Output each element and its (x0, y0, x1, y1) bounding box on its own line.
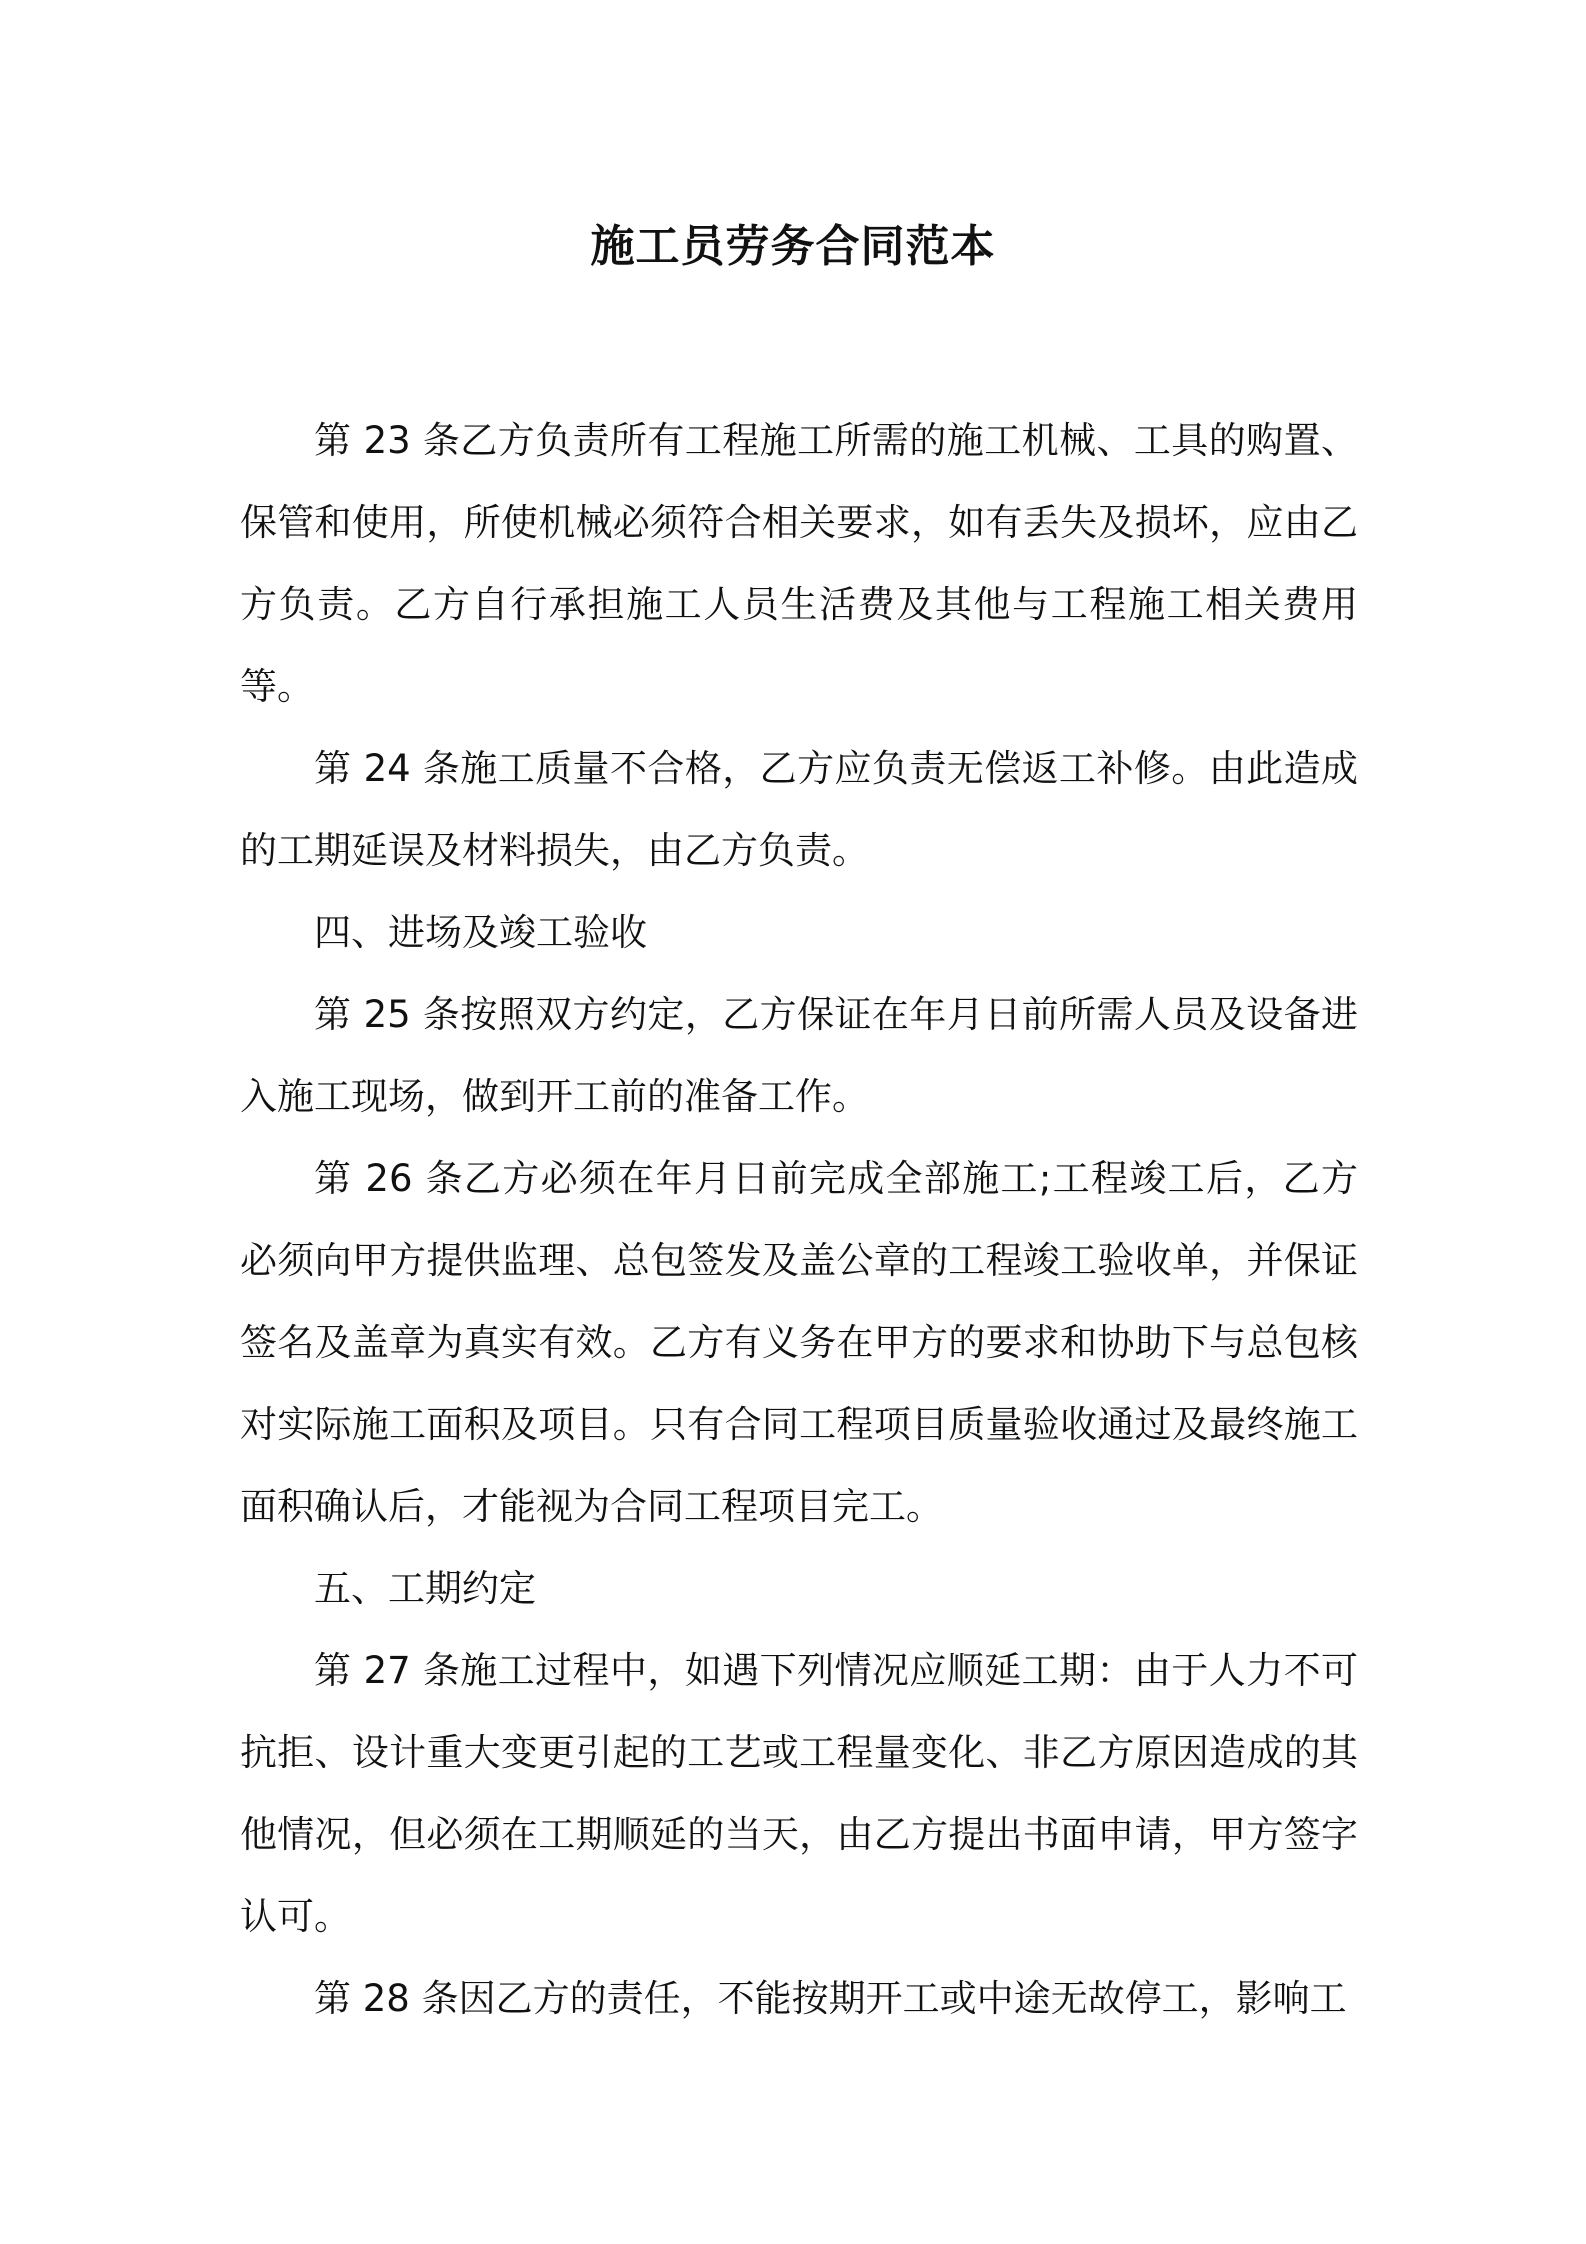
clause-26-paragraph: 第 26 条乙方必须在年月日前完成全部施工;工程竣工后，乙方必须向甲方提供监理、总包签发及盖公章的工程竣工验收单，并保证签名及盖章为真实有效。乙方有义务在甲方的要求和协助下与总包核对实际施工面积及项目。只有合同工程项目质量验收通过及最终施工面积确认后，才能视为合同工程项目完工。 (240, 1157, 1358, 1528)
clause-23-paragraph: 第 23 条乙方负责所有工程施工所需的施工机械、工具的购置、保管和使用，所使机械必须符合相关要求，如有丢失及损坏，应由乙方负责。乙方自行承担施工人员生活费及其他与工程施工相关费用等。 (240, 419, 1358, 708)
clause-24-paragraph: 第 24 条施工质量不合格，乙方应负责无偿返工补修。由此造成的工期延误及材料损失，由乙方负责。 (240, 747, 1358, 872)
document-body (240, 400, 1358, 2040)
clause-25-paragraph: 第 25 条按照双方约定，乙方保证在年月日前所需人员及设备进入施工现场，做到开工前的准备工作。 (240, 993, 1358, 1118)
document-title: 施工员劳务合同范本 (590, 221, 996, 272)
section-heading-schedule: 五、工期约定 (314, 1567, 536, 1610)
section-heading-entry-acceptance: 四、进场及竣工验收 (314, 911, 647, 954)
clause-28-paragraph: 第 28 条因乙方的责任，不能按期开工或中途无故停工，影响工 (314, 1977, 1347, 2020)
clause-27-paragraph: 第 27 条施工过程中，如遇下列情况应顺延工期：由于人力不可抗拒、设计重大变更引起的工艺或工程量变化、非乙方原因造成的其他情况，但必须在工期顺延的当天，由乙方提出书面申请，甲方签字认可。 (240, 1649, 1358, 1938)
